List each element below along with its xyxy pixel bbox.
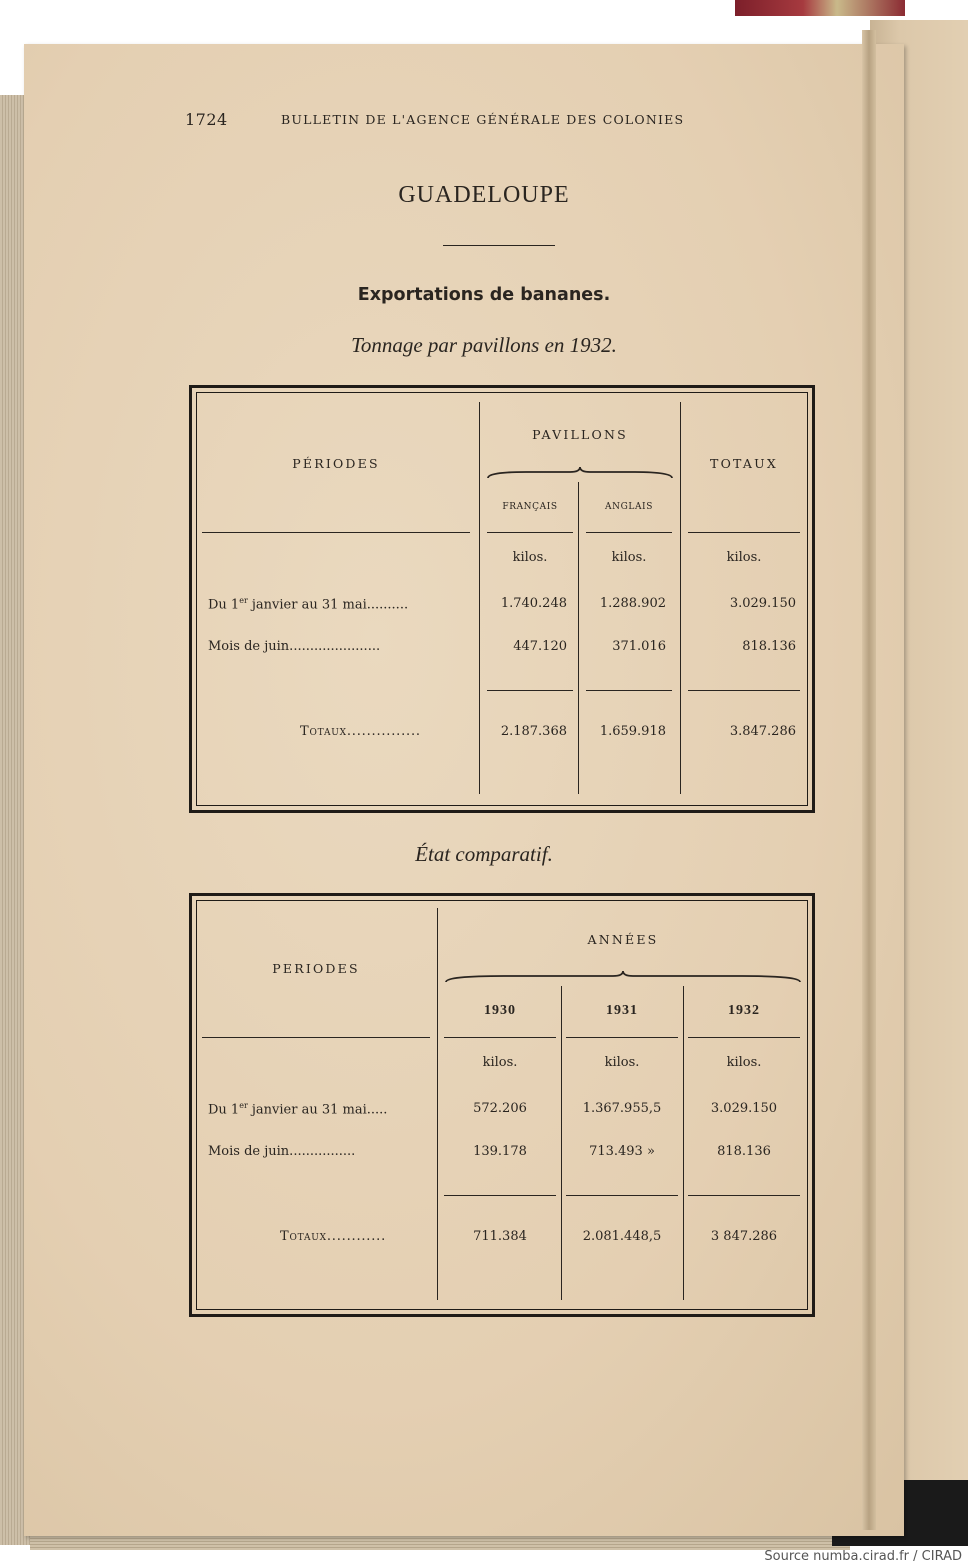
table2-total-1931: 2.081.448,5	[582, 1229, 662, 1244]
table2-divider	[437, 908, 438, 1300]
table1-divider	[578, 482, 579, 794]
table1-sum-rule	[688, 690, 800, 691]
table2-sum-rule	[566, 1195, 678, 1196]
table1-caption: Tonnage par pavillons en 1932.	[351, 333, 617, 357]
table2-cell-1932: 818.136	[717, 1144, 771, 1159]
table2-col-1930: 1930	[484, 1003, 516, 1018]
table2-col-periods: PERIODES	[272, 961, 360, 976]
title-rule	[443, 245, 555, 246]
table2-total-1930: 711.384	[473, 1229, 527, 1244]
subtitle: Exportations de bananes.	[357, 285, 611, 305]
table2-total-1932: 3 847.286	[710, 1229, 778, 1244]
table2-unit: kilos.	[604, 1055, 640, 1070]
table2-header-rule	[444, 1037, 556, 1038]
source-credit: Source numba.cirad.fr / CIRAD	[764, 1549, 962, 1564]
book-gutter	[862, 30, 876, 1530]
table2-header-rule	[688, 1037, 800, 1038]
table1-unit: kilos.	[726, 550, 762, 565]
table1-header-rule	[688, 532, 800, 533]
table1-header-rule	[586, 532, 672, 533]
table2-divider	[683, 986, 684, 1300]
table1-row-label: Mois de juin......................	[208, 639, 381, 654]
bookmark-ribbon	[735, 0, 905, 16]
table2-sum-rule	[444, 1195, 556, 1196]
table1-cell-total: 3.029.150	[729, 596, 796, 611]
table1-col-totaux: TOTAUX	[710, 456, 778, 471]
table1-row-label: Du 1er janvier au 31 mai..........	[208, 596, 409, 613]
table1-sum-rule	[487, 690, 573, 691]
table1-unit: kilos.	[512, 550, 548, 565]
table2-cell-1931: 1.367.955,5	[582, 1101, 662, 1116]
section-title: GUADELOUPE	[398, 182, 570, 208]
table2-header-rule	[566, 1037, 678, 1038]
page-number: 1724	[185, 110, 228, 129]
table1-header-rule	[487, 532, 573, 533]
table1-sum-rule	[586, 690, 672, 691]
table2-brace	[444, 970, 802, 984]
table1-total-en: 1.659.918	[599, 724, 666, 739]
table1-cell-fr: 1.740.248	[500, 596, 567, 611]
table2-totals-label: Totaux............	[280, 1229, 387, 1244]
table2-unit: kilos.	[482, 1055, 518, 1070]
table1-col-anglais: ANGLAIS	[605, 502, 653, 512]
table2-header-rule	[202, 1037, 430, 1038]
table2-col-1931: 1931	[606, 1003, 638, 1018]
table1-cell-fr: 447.120	[513, 639, 567, 654]
table1-header-rule	[202, 532, 470, 533]
table2-caption: État comparatif.	[415, 842, 553, 866]
table1-total-fr: 2.187.368	[500, 724, 567, 739]
table1-total-all: 3.847.286	[729, 724, 796, 739]
table2-row-label: Mois de juin................	[208, 1144, 356, 1159]
table2-cell-1931: 713.493 »	[589, 1144, 655, 1159]
table2-row-label: Du 1er janvier au 31 mai.....	[208, 1101, 388, 1118]
table1-divider	[479, 402, 480, 794]
table2-cell-1932: 3.029.150	[710, 1101, 778, 1116]
table1-brace	[486, 466, 674, 480]
table1-col-periods: PÉRIODES	[292, 456, 380, 471]
table1-cell-total: 818.136	[742, 639, 796, 654]
table2-cell-1930: 139.178	[473, 1144, 527, 1159]
table1-divider	[680, 402, 681, 794]
table1-col-francais: FRANÇAIS	[502, 502, 558, 512]
table2-col-1932: 1932	[728, 1003, 760, 1018]
table2-cell-1930: 572.206	[473, 1101, 527, 1116]
table2-unit: kilos.	[726, 1055, 762, 1070]
table2-sum-rule	[688, 1195, 800, 1196]
table1-col-pavillons: PAVILLONS	[532, 427, 628, 442]
table2-divider	[561, 986, 562, 1300]
table2-col-annees: ANNÉES	[587, 932, 659, 947]
table1-cell-en: 1.288.902	[599, 596, 666, 611]
table1-cell-en: 371.016	[612, 639, 666, 654]
table1-unit: kilos.	[611, 550, 647, 565]
table1-totals-label: Totaux...............	[300, 724, 421, 739]
publication-title: BULLETIN DE L'AGENCE GÉNÉRALE DES COLONIES	[281, 112, 685, 127]
